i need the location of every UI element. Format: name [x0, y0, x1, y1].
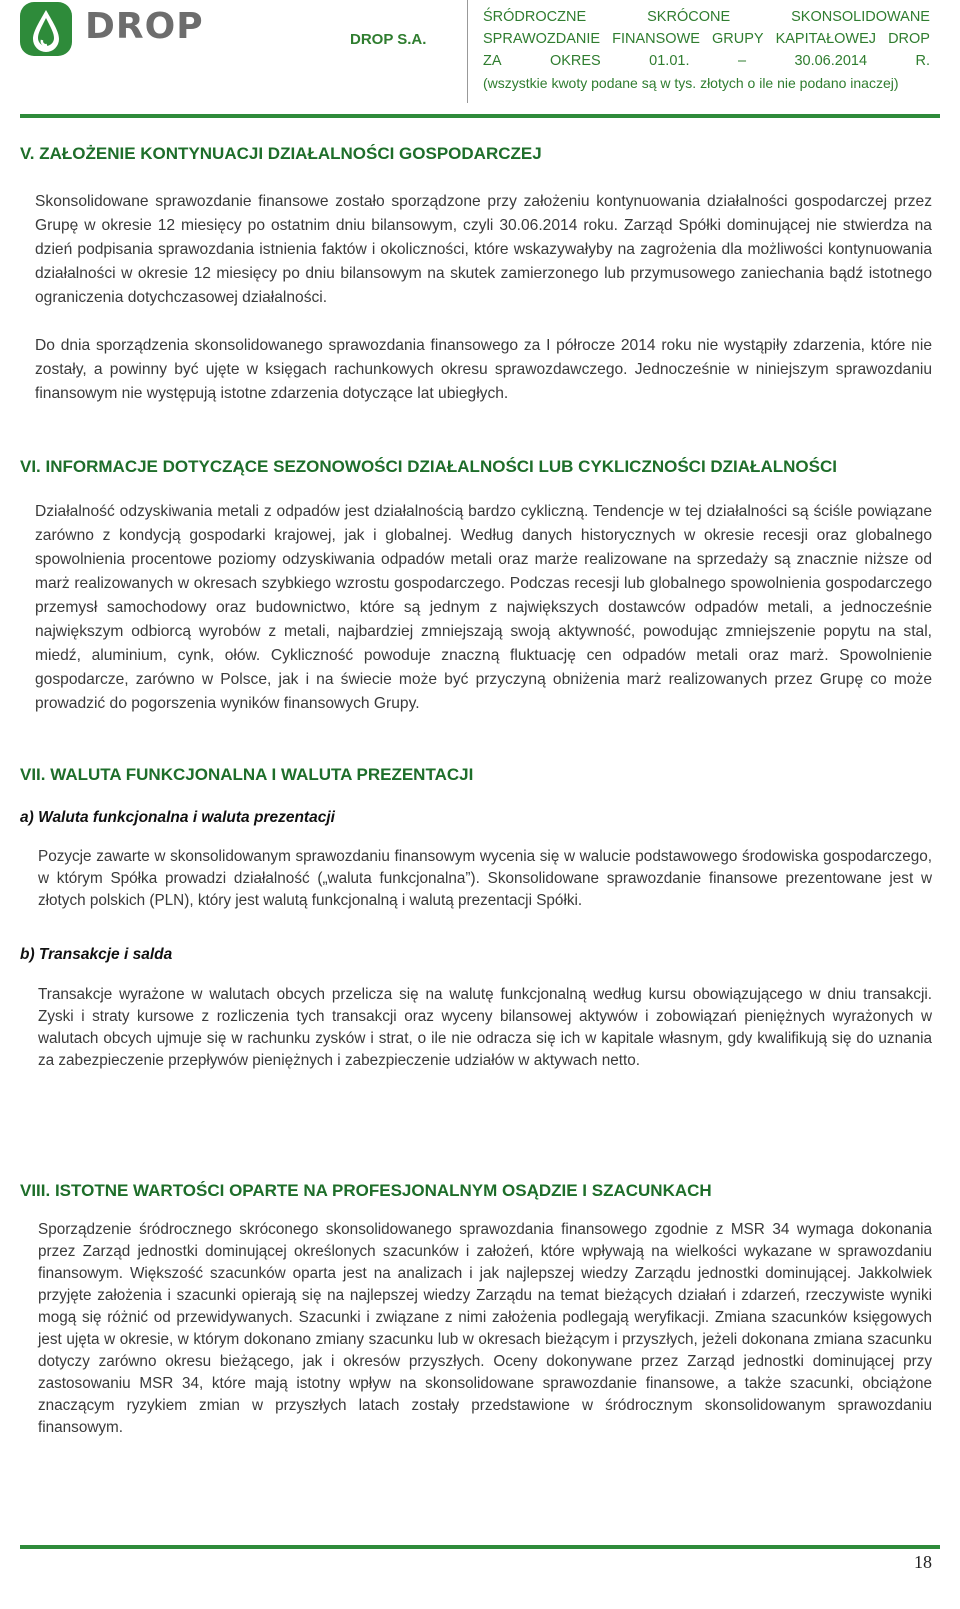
page-header — [0, 0, 960, 115]
section-7-heading: VII. WALUTA FUNKCJONALNA I WALUTA PREZENTACJI — [20, 765, 474, 784]
report-title-line-3: ZA OKRES 01.01. – 30.06.2014 R. — [483, 53, 930, 69]
report-title-line-2: SPRAWOZDANIE FINANSOWE GRUPY KAPITAŁOWEJ DROP — [483, 31, 930, 47]
section-5-paragraph-1: Skonsolidowane sprawozdanie finansowe zostało sporządzone przy założeniu kontynuowania działalności gospodarczej przez Grupę w okresie 12 miesięcy po ostatnim dniu bilansowym, czyli 30.06.2014 roku. Zarząd Spółki dominującej nie stwierdza na dzień podpisania sprawozdania istnienia faktów i okoliczności, które wskazywałyby na zagrożenia dla możliwości kontynuowania działalności w okresie 12 miesięcy po dniu bilansowym na skutek zamierzonego lub przymusowego zaniechania bądź istotnego ograniczenia dotychczasowej działalności. — [35, 193, 932, 306]
report-title-line-1: ŚRÓDROCZNE SKRÓCONE SKONSOLIDOWANE — [483, 9, 930, 25]
drop-logo-icon — [20, 2, 72, 58]
section-6-paragraph-1: Działalność odzyskiwania metali z odpadów jest działalnością bardzo cykliczną. Tendencje w tej działalności są ściśle powiązane zarówno z kondycją gospodarki krajowej, jak i globalnej. Według danych historycznych w okresie recesji oraz globalnego spowolnienia procentowe poziomy odzyskiwania odpadów metali oraz marże realizowane na sprzedaży są znacznie niższe od marż realizowanych w okresach szybkiego wzrostu gospodarczego. Podczas recesji lub globalnego spowolnienia gospodarczego przemysł samochodowy oraz budownictwo, które są jednym z największych dostawców odpadów metali, a jednocześnie największym odbiorcą wyrobów z metali, najbardziej zmniejszają swoją aktywność, powodując zmniejszenie popytu na stal, miedź, aluminium, cynk, ołów. Cykliczność powoduje znaczną fluktuację cen odpadów metali oraz marż. Spowolnienie gospodarcze, zarówno w Polsce, jak i na świecie może być przyczyną obniżenia marż realizowanych przez Grupę co może prowadzić do pogorszenia wyników finansowych Grupy. — [35, 503, 932, 712]
section-5-heading: V. ZAŁOŻENIE KONTYNUACJI DZIAŁALNOŚCI GOSPODARCZEJ — [20, 144, 542, 163]
subsection-b-paragraph: Transakcje wyrażone w walutach obcych przelicza się na walutę funkcjonalną według kursu obowiązującego w dniu transakcji. Zyski i straty kursowe z rozliczenia tych transakcji oraz wyceny bilansowej aktywów i zobowiązań pieniężnych wyrażonych w walutach obcych ujmuje się w rachunku zysków i strat, o ile nie odracza się ich w kapitale własnym, gdy kwalifikują się do uznania za zabezpieczenie przepływów pieniężnych i zabezpieczenie udziałów w aktywach netto. — [38, 986, 932, 1069]
header-divider — [467, 0, 468, 103]
footer-rule — [20, 1545, 940, 1549]
section-8-heading: VIII. ISTOTNE WARTOŚCI OPARTE NA PROFESJONALNYM OSĄDZIE I SZACUNKACH — [20, 1181, 712, 1200]
drop-logo — [20, 2, 204, 58]
subsection-b-heading: b) Transakcje i salda — [20, 946, 173, 963]
subsection-a-heading: a) Waluta funkcjonalna i waluta prezentacji — [20, 809, 335, 826]
section-5-paragraph-2: Do dnia sporządzenia skonsolidowanego sprawozdania finansowego za I półrocze 2014 roku nie wystąpiły zdarzenia, które nie zostały, a powinny być ujęte w księgach rachunkowych okresu sprawozdawczego. Jednocześnie w niniejszym sprawozdaniu finansowym nie występują istotne zdarzenia dotyczące lat ubiegłych. — [35, 337, 932, 402]
section-8-paragraph-1: Sporządzenie śródrocznego skróconego skonsolidowanego sprawozdania finansowego zgodnie z MSR 34 wymaga dokonania przez Zarząd jednostki dominującej określonych szacunków i założeń, które wpływają na wielkości wykazane w sprawozdaniu finansowym. Większość szacunków oparta jest na analizach i jak najlepszej wiedzy Zarządu jednostki dominującej. Jakkolwiek przyjęte założenia i szacunki opierają się na najlepszej wiedzy Zarządu na temat bieżących działań i zdarzeń, rzeczywiste wyniki mogą się różnić od przewidywanych. Szacunki i związane z nimi założenia podlegają weryfikacji. Zmiana szacunków księgowych jest ujęta w okresie, w którym dokonano zmiany szacunku lub w okresach bieżącym i przyszłych, jeżeli dokonana zmiana szacunku dotyczy zarówno okresu bieżącego, jak i okresów przyszłych. Oceny dokonywane przez Zarząd jednostki dominującej przy zastosowaniu MSR 34, które mają istotny wpływ na skonsolidowane sprawozdanie finansowe, a także szacunki, obciążone znaczącym ryzykiem zmian w przyszłych latach zostały przedstawione w śródrocznym skonsolidowanym sprawozdaniu finansowym. — [38, 1221, 932, 1436]
subsection-a-paragraph: Pozycje zawarte w skonsolidowanym sprawozdaniu finansowym wycenia się w walucie podstawowego środowiska gospodarczego, w którym Spółka prowadzi działalność („waluta funkcjonalna”). Skonsolidowane sprawozdanie finansowe prezentowane jest w złotych polskich (PLN), który jest walutą funkcjonalną i walutą prezentacji Spółki. — [38, 848, 932, 909]
report-title — [483, 6, 930, 94]
section-6-heading: VI. INFORMACJE DOTYCZĄCE SEZONOWOŚCI DZIAŁALNOŚCI LUB CYKLICZNOŚCI DZIAŁALNOŚCI — [20, 457, 837, 476]
header-rule — [20, 114, 940, 118]
report-amounts-note: (wszystkie kwoty podane są w tys. złotych o ile nie podano inaczej) — [483, 75, 899, 91]
company-name: DROP S.A. — [350, 31, 427, 48]
page-number: 18 — [914, 1552, 932, 1572]
logo-wordmark: DROP — [85, 6, 204, 47]
